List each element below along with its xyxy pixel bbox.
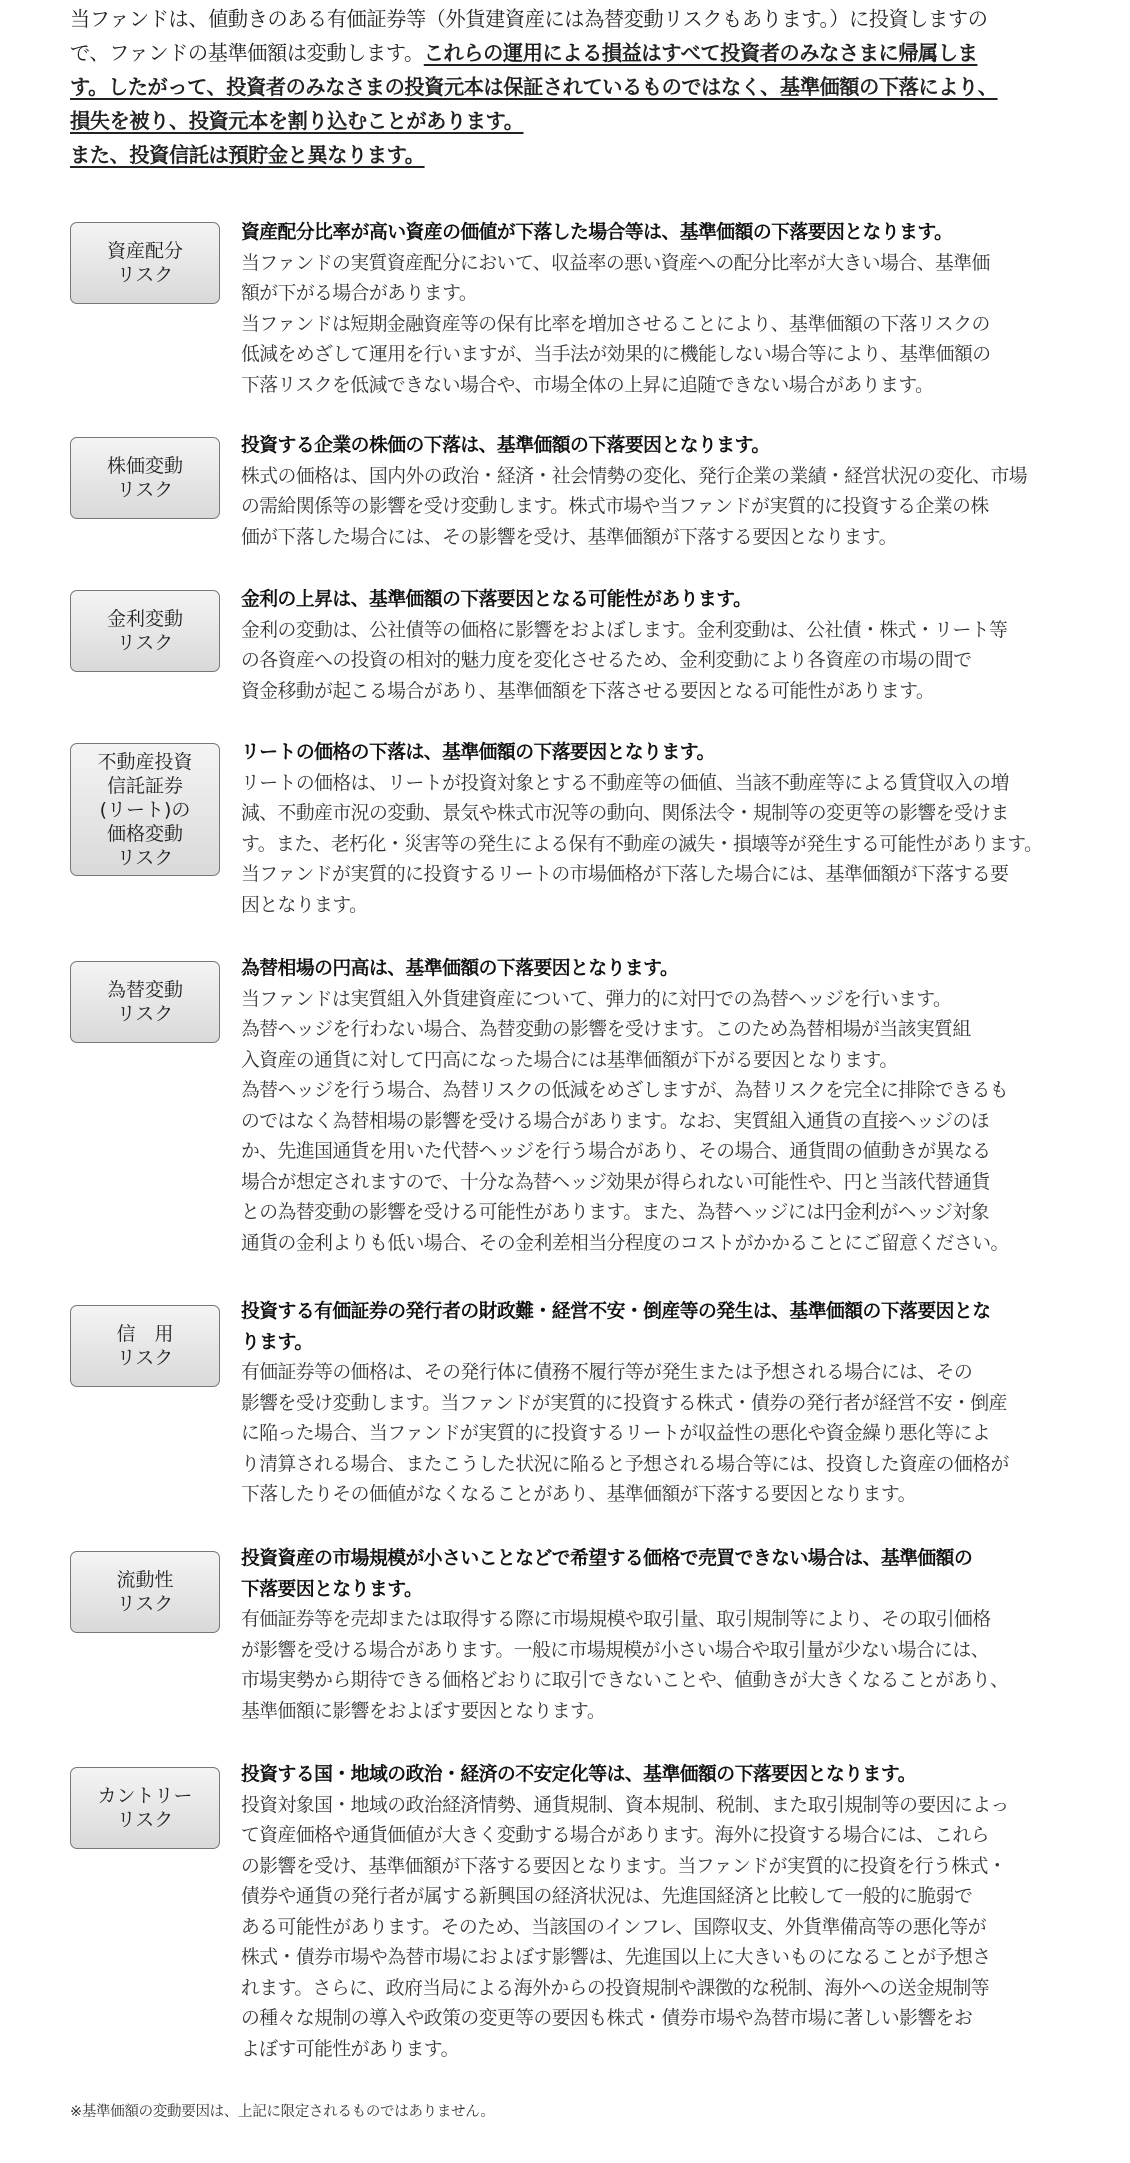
risk-label-line: リスク [116, 1593, 174, 1615]
risk-body-line: す。また、老朽化・災害等の発生による保有不動産の滅失・損壊等が発生する可能性があります。 [241, 833, 1043, 855]
risk-label-line: リスク [116, 632, 174, 654]
risk-description [241, 1297, 1091, 1511]
risk-body-line: 債券や通貨の発行者が属する新興国の経済状況は、先進国経済と比較して一般的に脆弱で [241, 1886, 973, 1907]
risk-body-line: 影響を受け変動します。当ファンドが実質的に投資する株式・債券の発行者が経営不安・倒産 [241, 1392, 1007, 1414]
risk-heading: 金利の上昇は、基準価額の下落要因となる可能性があります。 [241, 589, 752, 610]
risk-label-badge [70, 590, 220, 672]
intro-line-emphasis: これらの運用による損益はすべて投資者のみなさまに帰属しま [423, 41, 978, 65]
risk-body-line: の各資産への投資の相対的魅力度を変化させるため、金利変動により各資産の市場の間で [241, 650, 972, 671]
intro-line [70, 36, 1080, 70]
risk-body-line: 有価証券等を売却または取得する際に市場規模や取引量、取引規制等により、その取引価格 [241, 1609, 991, 1630]
risk-description [241, 1544, 1091, 1727]
risk-body-line: 当ファンドは実質組入外貨建資産について、弾力的に対円での為替ヘッジを行います。 [241, 988, 952, 1010]
intro-line-emphasis: また、投資信託は預貯金と異なります。 [70, 143, 425, 167]
risk-body-line: か、先進国通貨を用いた代替ヘッジを行う場合があり、その場合、通貨間の値動きが異なる [241, 1141, 991, 1162]
risk-body-line: 因となります。 [241, 894, 368, 916]
risk-label-line: 金利変動 [106, 608, 183, 630]
intro-line-plain: で、ファンドの基準価額は変動します。 [70, 41, 424, 65]
risk-body-line: 額が下がる場合があります。 [241, 283, 478, 304]
risk-label-badge [70, 1305, 220, 1387]
risk-body-line: 当ファンドの実質資産配分において、収益率の悪い資産への配分比率が大きい場合、基準価 [241, 252, 990, 274]
risk-body-line: が影響を受ける場合があります。一般に市場規模が小さい場合や取引量が少ない場合には、 [241, 1639, 990, 1661]
risk-label-line: 不動産投資 [97, 750, 193, 773]
risk-body-line: 入資産の通貨に対して円高になった場合には基準価額が下がる要因となります。 [241, 1049, 898, 1071]
risk-heading: 下落要因となります。 [241, 1578, 423, 1600]
risk-heading: ります。 [241, 1331, 313, 1353]
risk-description [241, 954, 1091, 1259]
risk-body-line: 有価証券等の価格は、その発行体に債務不履行等が発生または予想される場合には、その [241, 1362, 973, 1383]
risk-body-line: り清算される場合、またこうした状況に陥ると予想される場合等には、投資した資産の価格が [241, 1453, 1009, 1475]
risk-body-line: の種々な規制の導入や政策の変更等の要因も株式・債券市場や為替市場に著しい影響をお [241, 2008, 973, 2029]
risk-label-line: リスク [116, 1003, 174, 1025]
risk-heading: 投資資産の市場規模が小さいことなどで希望する価格で売買できない場合は、基準価額の [241, 1548, 973, 1569]
risk-label-line: リスク [116, 264, 174, 286]
intro-line-emphasis: す。したがって、投資者のみなさまの投資元本は保証されているものではなく、基準価額の下落により、 [70, 75, 998, 99]
risk-label-line: 流動性 [116, 1569, 174, 1591]
risk-label-line: リスク [116, 1347, 174, 1369]
risk-body-line: 資金移動が起こる場合があり、基準価額を下落させる要因となる可能性があります。 [241, 680, 935, 702]
risk-heading: 資産配分比率が高い資産の価値が下落した場合等は、基準価額の下落要因となります。 [241, 222, 953, 243]
risk-body-line: ある可能性があります。そのため、当該国のインフレ、国際収支、外貨準備高等の悪化等が [241, 1916, 987, 1938]
risk-label-line: リスク [116, 1809, 174, 1831]
risk-label-line: カントリー [97, 1785, 193, 1807]
risk-body-line: れます。さらに、政府当局による海外からの投資規制や課徴的な税制、海外への送金規制等 [241, 1977, 990, 1999]
risk-body-line: 下落したりその価値がなくなることがあり、基準価額が下落する要因となります。 [241, 1484, 916, 1505]
risk-label-line: 為替変動 [106, 979, 183, 1001]
risk-body-line: 株式の価格は、国内外の政治・経済・社会情勢の変化、発行企業の業績・経営状況の変化、市場 [241, 465, 1028, 487]
intro-line: 当ファンドは、値動きのある有価証券等（外貨建資産には為替変動リスクもあります。）に投資しますの [70, 7, 988, 31]
risk-heading: 投資する企業の株価の下落は、基準価額の下落要因となります。 [241, 435, 770, 456]
risk-body-line: のではなく為替相場の影響を受ける場合があります。なお、実質組入通貨の直接ヘッジのほ [241, 1110, 990, 1132]
risk-label-line: 価格変動 [106, 822, 183, 845]
risk-body-line: 低減をめざして運用を行いますが、当手法が効果的に機能しない場合等により、基準価額の [241, 344, 991, 365]
risk-heading: リートの価格の下落は、基準価額の下落要因となります。 [241, 742, 715, 763]
risk-heading: 投資する国・地域の政治・経済の不安定化等は、基準価額の下落要因となります。 [241, 1764, 916, 1785]
risk-body-line: 価が下落した場合には、その影響を受け、基準価額が下落する要因となります。 [241, 526, 897, 548]
risk-body-line: に陥った場合、当ファンドが実質的に投資するリートが収益性の悪化や資金繰り悪化等によ [241, 1423, 991, 1444]
footnote: ※基準価額の変動要因は、上記に限定されるものではありません。 [70, 2104, 495, 2120]
risk-body-line: 金利の変動は、公社債等の価格に影響をおよぼします。金利変動は、公社債・株式・リート等 [241, 619, 1008, 641]
risk-body-line: 為替ヘッジを行わない場合、為替変動の影響を受けます。このため為替相場が当該実質組 [241, 1019, 971, 1040]
intro-line-emphasis: 損失を被り、投資元本を割り込むことがあります。 [70, 109, 524, 133]
risk-label-line: 信 用 [116, 1323, 174, 1345]
risk-label-badge [70, 437, 220, 519]
risk-description [241, 1760, 1091, 2065]
risk-description [241, 218, 1091, 401]
risk-body-line: 投資対象国・地域の政治経済情勢、通貨規制、資本規制、税制、また取引規制等の要因によっ [241, 1794, 1009, 1816]
risk-label-line: リスク [116, 846, 174, 869]
risk-label-line: (リート)の [99, 798, 191, 821]
risk-body-line: て資産価格や通貨価値が大きく変動する場合があります。海外に投資する場合には、これら [241, 1825, 990, 1846]
risk-body-line: 減、不動産市況の変動、景気や株式市況等の動向、関係法令・規制等の変更等の影響を受けま [241, 803, 1009, 824]
risk-body-line: との為替変動の影響を受ける可能性があります。また、為替ヘッジには円金利がヘッジ対象 [241, 1202, 990, 1223]
risk-label-line: 信託証券 [106, 774, 183, 797]
intro-disclaimer [70, 2, 1080, 172]
risk-body-line: 為替ヘッジを行う場合、為替リスクの低減をめざしますが、為替リスクを完全に排除できるも [241, 1080, 1009, 1101]
risk-label-badge [70, 222, 220, 304]
risk-body-line: 当ファンドは短期金融資産等の保有比率を増加させることにより、基準価額の下落リスクの [241, 313, 990, 335]
risk-label-badge [70, 961, 220, 1043]
risk-description [241, 431, 1091, 553]
risk-body-line: 場合が想定されますので、十分な為替ヘッジ効果が得られない可能性や、円と当該代替通貨 [241, 1171, 990, 1193]
risk-body-line: 株式・債券市場や為替市場におよぼす影響は、先進国以上に大きいものになることが予想さ [241, 1947, 991, 1968]
risk-body-line: の需給関係等の影響を受け変動します。株式市場や当ファンドが実質的に投資する企業の株 [241, 496, 989, 517]
risk-heading: 投資する有価証券の発行者の財政難・経営不安・倒産等の発生は、基準価額の下落要因とな [241, 1301, 991, 1322]
risk-label-line: 株価変動 [106, 455, 183, 477]
risk-label-badge [70, 1551, 220, 1633]
risk-label-line: リスク [116, 479, 174, 501]
risk-body-line: 通貨の金利よりも低い場合、その金利差相当分程度のコストがかかることにご留意ください。 [241, 1232, 1009, 1254]
risk-label-badge [70, 743, 220, 876]
risk-heading: 為替相場の円高は、基準価額の下落要因となります。 [241, 958, 679, 979]
risk-description [241, 738, 1091, 921]
risk-label-line: 資産配分 [106, 240, 183, 262]
risk-label-badge [70, 1767, 220, 1849]
risk-body-line: よぼす可能性があります。 [241, 2038, 459, 2060]
risk-body-line: 市場実勢から期待できる価格どおりに取引できないことや、値動きが大きくなることがあり、 [241, 1670, 1009, 1691]
risk-body-line: の影響を受け、基準価額が下落する要因となります。当ファンドが実質的に投資を行う株式・ [241, 1855, 1007, 1877]
risk-body-line: リートの価格は、リートが投資対象とする不動産等の価値、当該不動産等による賃貸収入の増 [241, 772, 1009, 794]
risk-description [241, 585, 1091, 707]
risk-body-line: 当ファンドが実質的に投資するリートの市場価格が下落した場合には、基準価額が下落する要 [241, 864, 1009, 885]
risk-body-line: 基準価額に影響をおよぼす要因となります。 [241, 1700, 606, 1722]
risk-body-line: 下落リスクを低減できない場合や、市場全体の上昇に追随できない場合があります。 [241, 374, 934, 396]
